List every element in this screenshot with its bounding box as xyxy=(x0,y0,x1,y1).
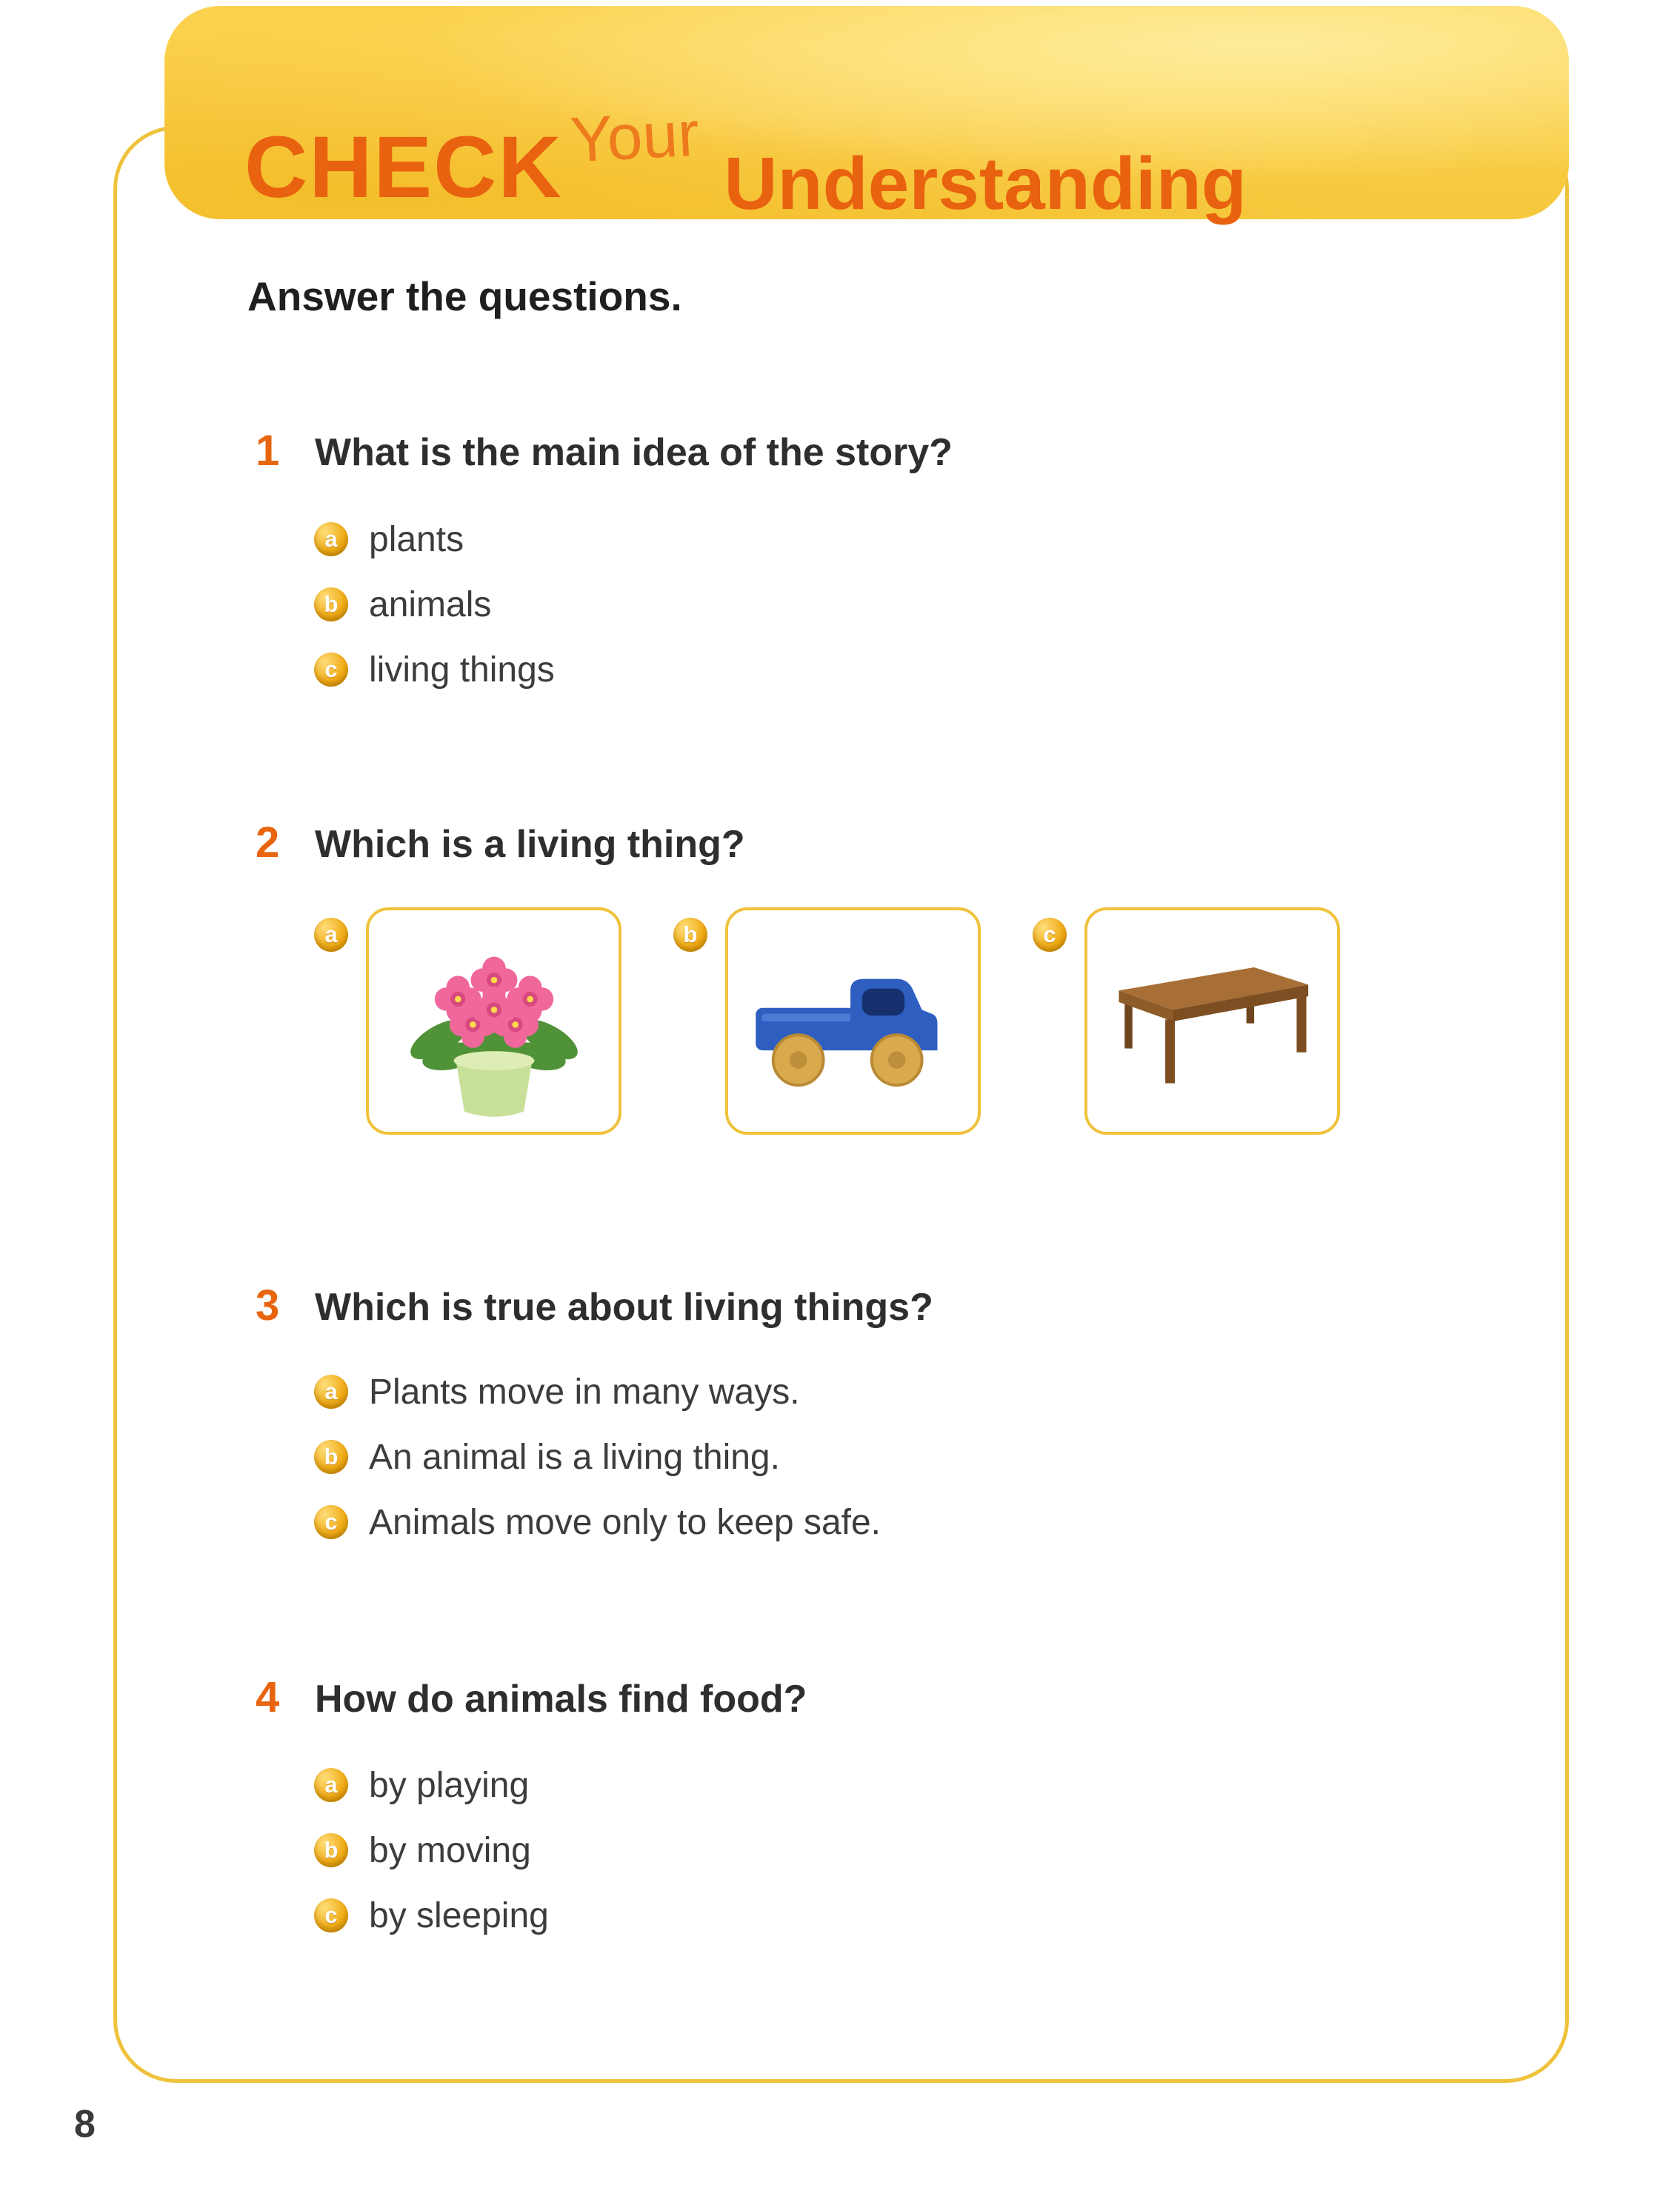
title-your: Your xyxy=(568,98,701,176)
question-1-number: 1 xyxy=(256,427,280,475)
question-2-text: Which is a living thing? xyxy=(315,823,745,866)
question-4 xyxy=(256,1672,807,1722)
option-letter-badge: c xyxy=(314,653,348,687)
option-label: by sleeping xyxy=(369,1895,549,1935)
page-title xyxy=(164,6,1569,225)
option-letter-badge: c xyxy=(314,1505,348,1539)
answer-image-card xyxy=(725,907,981,1135)
title-understanding: Understanding xyxy=(724,142,1247,225)
option-letter-badge: c xyxy=(314,1898,348,1932)
option-letter-badge: b xyxy=(314,1833,348,1867)
option-row xyxy=(314,1490,881,1555)
header-banner xyxy=(164,6,1569,225)
option-row xyxy=(314,507,555,572)
option-letter-badge: b xyxy=(673,918,707,952)
option-row xyxy=(314,572,555,637)
option-letter-badge: c xyxy=(1033,918,1067,952)
option-letter-badge: b xyxy=(314,1440,348,1474)
question-4-number: 4 xyxy=(256,1673,280,1721)
question-2-options xyxy=(314,907,1340,1135)
option-label: animals xyxy=(369,584,492,624)
option-row xyxy=(314,1818,549,1883)
question-2 xyxy=(256,818,745,867)
question-4-text: How do animals find food? xyxy=(315,1678,807,1721)
option-label: living things xyxy=(369,650,555,690)
question-3-text: Which is true about living things? xyxy=(315,1286,933,1329)
question-1 xyxy=(256,426,953,476)
option-label: by moving xyxy=(369,1830,531,1870)
question-3 xyxy=(256,1281,933,1330)
option-row xyxy=(314,637,555,702)
image-option-b xyxy=(673,907,981,1135)
option-label: plants xyxy=(369,519,464,559)
toy-truck-image xyxy=(742,944,964,1099)
option-label: Animals move only to keep safe. xyxy=(369,1502,881,1542)
potted-flower-image xyxy=(383,921,605,1122)
option-letter-badge: b xyxy=(314,587,348,621)
question-1-text: What is the main idea of the story? xyxy=(315,431,953,474)
page-number: 8 xyxy=(74,2103,96,2146)
option-letter-badge: a xyxy=(314,1768,348,1802)
question-4-options xyxy=(314,1752,549,1948)
option-row xyxy=(314,1883,549,1948)
question-3-number: 3 xyxy=(256,1281,280,1330)
option-label: An animal is a living thing. xyxy=(369,1437,780,1477)
instruction-text: Answer the questions. xyxy=(247,273,682,319)
title-check: CHECK xyxy=(244,119,563,216)
image-option-a xyxy=(314,907,621,1135)
question-3-options xyxy=(314,1359,881,1555)
answer-image-card xyxy=(366,907,621,1135)
image-option-c xyxy=(1033,907,1340,1135)
option-letter-badge: a xyxy=(314,522,348,556)
question-2-number: 2 xyxy=(256,818,280,867)
option-letter-badge: a xyxy=(314,1375,348,1409)
option-letter-badge: a xyxy=(314,918,348,952)
wooden-table-image xyxy=(1101,944,1324,1099)
option-label: by playing xyxy=(369,1765,530,1805)
answer-image-card xyxy=(1084,907,1340,1135)
question-1-options xyxy=(314,507,555,702)
option-row xyxy=(314,1424,881,1490)
option-row xyxy=(314,1752,549,1818)
option-row xyxy=(314,1359,881,1424)
option-label: Plants move in many ways. xyxy=(369,1372,800,1412)
